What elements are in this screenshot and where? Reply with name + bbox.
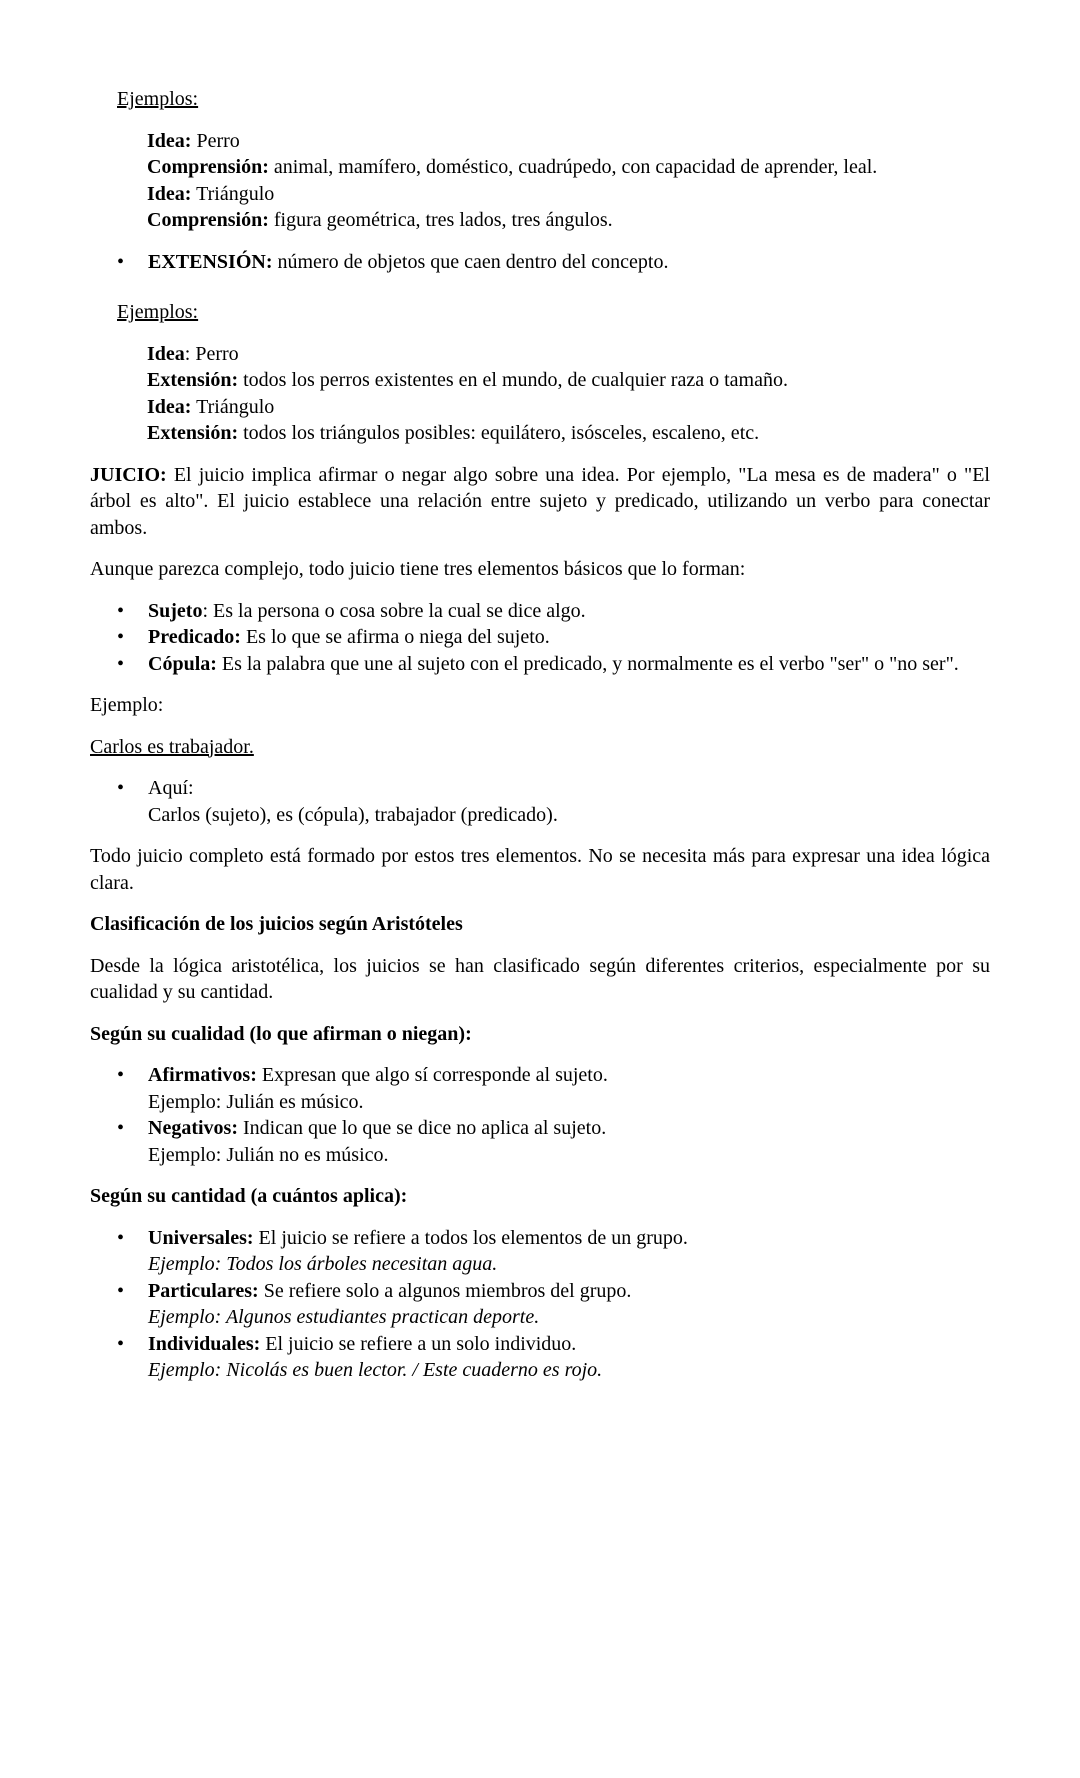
list-item-body	[148, 1225, 990, 1278]
example-line	[147, 128, 990, 155]
cantidad-example: Ejemplo: Todos los árboles necesitan agua.	[148, 1253, 498, 1275]
example-text: Perro	[191, 129, 240, 152]
example-line	[147, 181, 990, 208]
juicio-text: El juicio implica afirmar o negar algo sobre una idea. Por ejemplo, "La mesa es de madera" o "El árbol es alto". El juicio establece una relación entre sujeto y predicado, utilizando un verbo para conectar ambos.	[90, 463, 990, 539]
cantidad-text: El juicio se refiere a todos los elementos de un grupo.	[253, 1226, 688, 1249]
bullet-icon: •	[117, 777, 125, 799]
list-item-body	[148, 1062, 990, 1115]
elemento-label: Cópula:	[148, 652, 217, 675]
example-label: Idea:	[147, 395, 192, 418]
list-item	[90, 651, 990, 678]
example-line	[147, 341, 990, 368]
cualidad-line	[148, 1062, 990, 1089]
cantidad-label: Individuales:	[148, 1332, 261, 1355]
cantidad-line	[148, 1278, 990, 1305]
elemento-text: Es lo que se afirma o niega del sujeto.	[240, 626, 550, 648]
clasificacion-heading: Clasificación de los juicios según Aristóteles	[90, 913, 463, 935]
elemento-text: : Es la persona o cosa sobre la cual se dice algo.	[202, 599, 586, 622]
bullet-icon: •	[117, 626, 125, 648]
ejemplos-heading-2: Ejemplos:	[117, 301, 199, 323]
list-item	[90, 1278, 990, 1331]
bullet-icon: •	[117, 1226, 125, 1249]
list-item-body	[148, 249, 990, 276]
ejemplo-label: Ejemplo:	[90, 694, 164, 716]
cualidad-text: Expresan que algo sí corresponde al sujeto.	[256, 1064, 608, 1086]
bullet-icon: •	[117, 599, 125, 622]
aqui-line-1: Aquí:	[148, 777, 194, 799]
elemento-label: Predicado:	[148, 626, 241, 648]
bullet-icon: •	[117, 652, 125, 675]
aqui-list	[90, 775, 990, 828]
example-text: Triángulo	[191, 395, 275, 418]
list-item-body	[148, 598, 990, 625]
elemento-label: Sujeto	[148, 599, 203, 622]
cualidad-text: Indican que lo que se dice no aplica al sujeto.	[237, 1117, 607, 1139]
list-item	[90, 1225, 990, 1278]
extension-line	[148, 249, 990, 276]
bullet-icon: •	[117, 250, 125, 273]
example-text: animal, mamífero, doméstico, cuadrúpedo, con capacidad de aprender, leal.	[268, 156, 878, 178]
extension-list	[90, 249, 990, 276]
extension-text: número de objetos que caen dentro del concepto.	[272, 250, 669, 273]
elemento-line	[148, 624, 990, 651]
list-item	[90, 1062, 990, 1115]
cualidad-heading: Según su cualidad (lo que afirman o niegan):	[90, 1022, 472, 1045]
elementos-intro: Aunque parezca complejo, todo juicio tiene tres elementos básicos que lo forman:	[90, 558, 746, 580]
example-text: figura geométrica, tres lados, tres ángulos.	[268, 209, 613, 231]
list-item	[90, 624, 990, 651]
cantidad-label: Universales:	[148, 1226, 254, 1249]
example-label: Idea:	[147, 182, 192, 205]
list-item-body	[148, 624, 990, 651]
example-line	[147, 207, 990, 234]
example-label: Idea	[147, 342, 185, 365]
cantidad-label: Particulares:	[148, 1279, 259, 1302]
list-item-body	[148, 1331, 990, 1384]
example-text: : Perro	[184, 342, 239, 365]
aqui-line-2: Carlos (sujeto), es (cópula), trabajador (predicado).	[148, 803, 558, 826]
cantidad-text: El juicio se refiere a un solo individuo.	[260, 1332, 577, 1355]
example-label: Comprensión:	[147, 209, 269, 231]
example-line	[147, 420, 990, 447]
elemento-line	[148, 651, 990, 678]
cantidad-example: Ejemplo: Algunos estudiantes practican deporte.	[148, 1306, 540, 1328]
cantidad-example: Ejemplo: Nicolás es buen lector. / Este cuaderno es rojo.	[148, 1359, 603, 1381]
example-label: Idea:	[147, 129, 192, 152]
list-item	[90, 1331, 990, 1384]
cualidad-list	[90, 1062, 990, 1168]
cualidad-line	[148, 1115, 990, 1142]
list-item	[90, 775, 990, 828]
list-item-body	[148, 1278, 990, 1331]
example-line	[147, 394, 990, 421]
example-line	[147, 367, 990, 394]
bullet-icon: •	[117, 1279, 125, 1302]
elemento-text: Es la palabra que une al sujeto con el predicado, y normalmente es el verbo "ser" o "no ser".	[216, 652, 959, 675]
elemento-line	[148, 598, 990, 625]
cantidad-list	[90, 1225, 990, 1384]
example-label: Comprensión:	[147, 156, 269, 178]
cantidad-line	[148, 1331, 990, 1358]
juicio-paragraph	[90, 462, 990, 542]
carlos-sentence: Carlos es trabajador.	[90, 735, 254, 758]
todo-juicio-paragraph: Todo juicio completo está formado por estos tres elementos. No se necesita más para expresar una idea lógica clara.	[90, 845, 990, 894]
bullet-icon: •	[117, 1117, 125, 1139]
example-text: Triángulo	[191, 182, 275, 205]
cualidad-example: Ejemplo: Julián es músico.	[148, 1090, 364, 1113]
example-text: todos los perros existentes en el mundo, de cualquier raza o tamaño.	[238, 369, 788, 391]
bullet-icon: •	[117, 1332, 125, 1355]
example-line	[147, 154, 990, 181]
list-item-body	[148, 1115, 990, 1168]
example-label: Extensión:	[147, 369, 239, 391]
clasificacion-paragraph: Desde la lógica aristotélica, los juicios se han clasificado según diferentes criterios, especialmente por su cualidad y su cantidad.	[90, 954, 990, 1003]
example-text: todos los triángulos posibles: equilátero, isósceles, escaleno, etc.	[238, 422, 760, 444]
list-item-body	[148, 775, 990, 828]
extension-label: EXTENSIÓN:	[148, 250, 273, 273]
cantidad-line	[148, 1225, 990, 1252]
list-item	[90, 249, 990, 276]
cualidad-example: Ejemplo: Julián no es músico.	[148, 1143, 389, 1166]
ejemplos-heading-1: Ejemplos:	[117, 88, 199, 110]
list-item	[90, 1115, 990, 1168]
cantidad-text: Se refiere solo a algunos miembros del grupo.	[258, 1279, 632, 1302]
comprension-examples-block	[147, 128, 990, 234]
list-item-body	[148, 651, 990, 678]
list-item	[90, 598, 990, 625]
juicio-label: JUICIO:	[90, 463, 167, 486]
extension-examples-block	[147, 341, 990, 447]
elementos-list	[90, 598, 990, 678]
cualidad-label: Afirmativos:	[148, 1064, 257, 1086]
bullet-icon: •	[117, 1064, 125, 1086]
example-label: Extensión:	[147, 422, 239, 444]
cantidad-heading: Según su cantidad (a cuántos aplica):	[90, 1185, 408, 1207]
cualidad-label: Negativos:	[148, 1117, 238, 1139]
